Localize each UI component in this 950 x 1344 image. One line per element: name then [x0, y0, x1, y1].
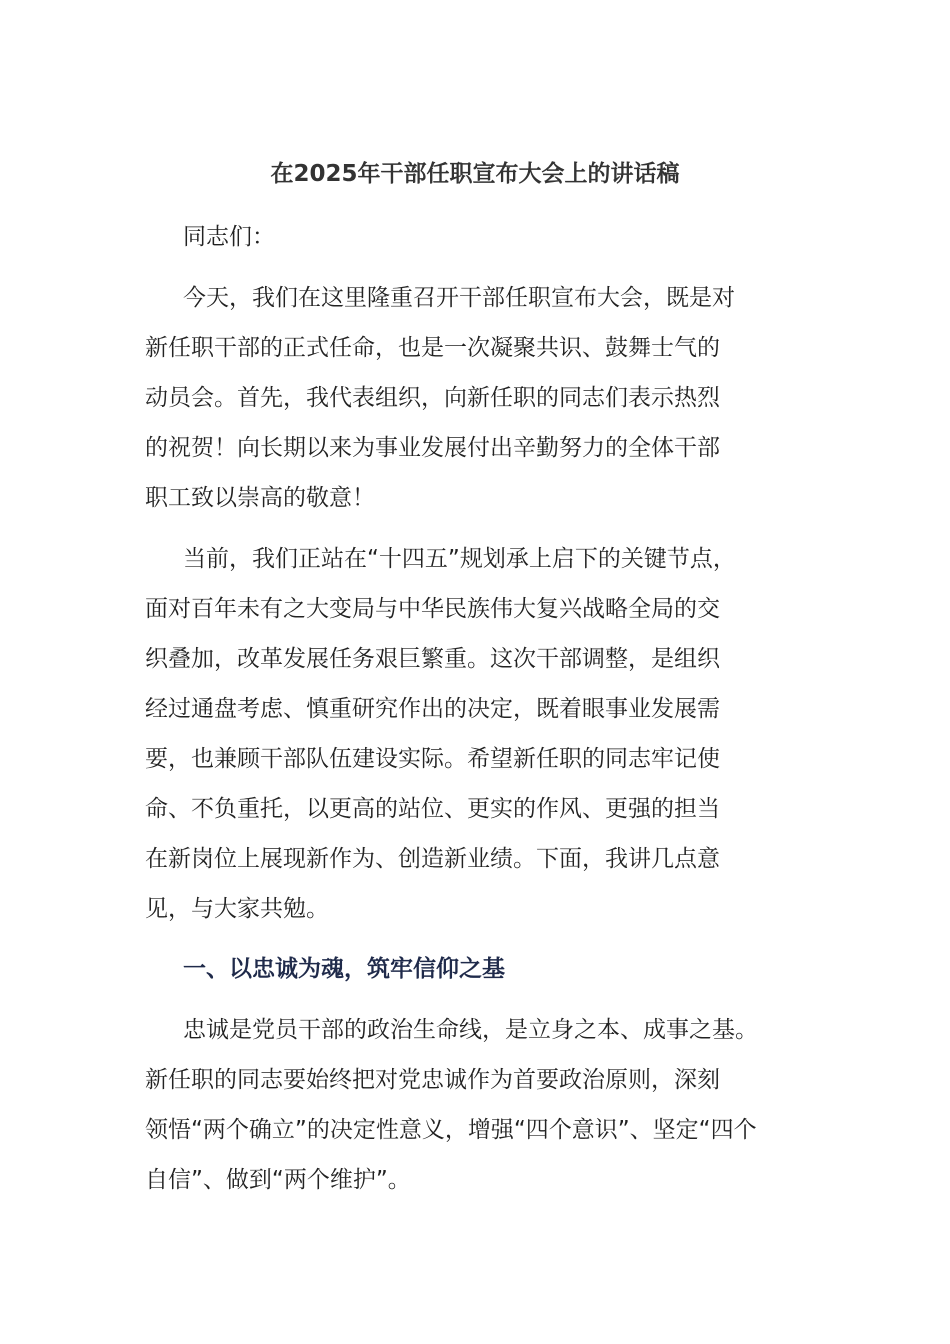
paragraph-line: 领悟“两个确立”的决定性意义，增强“四个意识”、坚定“四个 — [145, 1117, 757, 1143]
paragraph-loyalty — [145, 1005, 807, 1205]
paragraph-line: 职工致以崇高的敬意！ — [145, 485, 375, 511]
document-title: 在2025年干部任职宣布大会上的讲话稿 — [270, 161, 680, 187]
paragraph-line: 今天，我们在这里隆重召开干部任职宣布大会，既是对 — [183, 285, 735, 311]
paragraph-line: 织叠加，改革发展任务艰巨繁重。这次干部调整，是组织 — [145, 646, 720, 672]
paragraph-line: 面对百年未有之大变局与中华民族伟大复兴战略全局的交 — [145, 596, 720, 622]
paragraph-line: 命、不负重托，以更高的站位、更实的作风、更强的担当 — [145, 796, 720, 822]
paragraph-context — [145, 534, 807, 934]
paragraph-line: 自信”、做到“两个维护”。 — [145, 1167, 411, 1193]
paragraph-line: 见，与大家共勉。 — [145, 896, 329, 922]
paragraph-line: 新任职的同志要始终把对党忠诚作为首要政治原则，深刻 — [145, 1067, 720, 1093]
paragraph-line: 新任职干部的正式任命，也是一次凝聚共识、鼓舞士气的 — [145, 335, 720, 361]
paragraph-line: 忠诚是党员干部的政治生命线，是立身之本、成事之基。 — [183, 1017, 758, 1043]
paragraph-line: 的祝贺！向长期以来为事业发展付出辛勤努力的全体干部 — [145, 435, 720, 461]
paragraph-line: 在新岗位上展现新作为、创造新业绩。下面，我讲几点意 — [145, 846, 720, 872]
greeting: 同志们： — [183, 224, 275, 250]
paragraph-line: 当前，我们正站在“十四五”规划承上启下的关键节点， — [183, 546, 736, 572]
paragraph-line: 经过通盘考虑、慎重研究作出的决定，既着眼事业发展需 — [145, 696, 720, 722]
paragraph-opening — [145, 273, 807, 523]
paragraph-line: 动员会。首先，我代表组织，向新任职的同志们表示热烈 — [145, 385, 720, 411]
section-heading-1: 一、以忠诚为魂，筑牢信仰之基 — [183, 956, 505, 982]
paragraph-line: 要，也兼顾干部队伍建设实际。希望新任职的同志牢记使 — [145, 746, 720, 772]
